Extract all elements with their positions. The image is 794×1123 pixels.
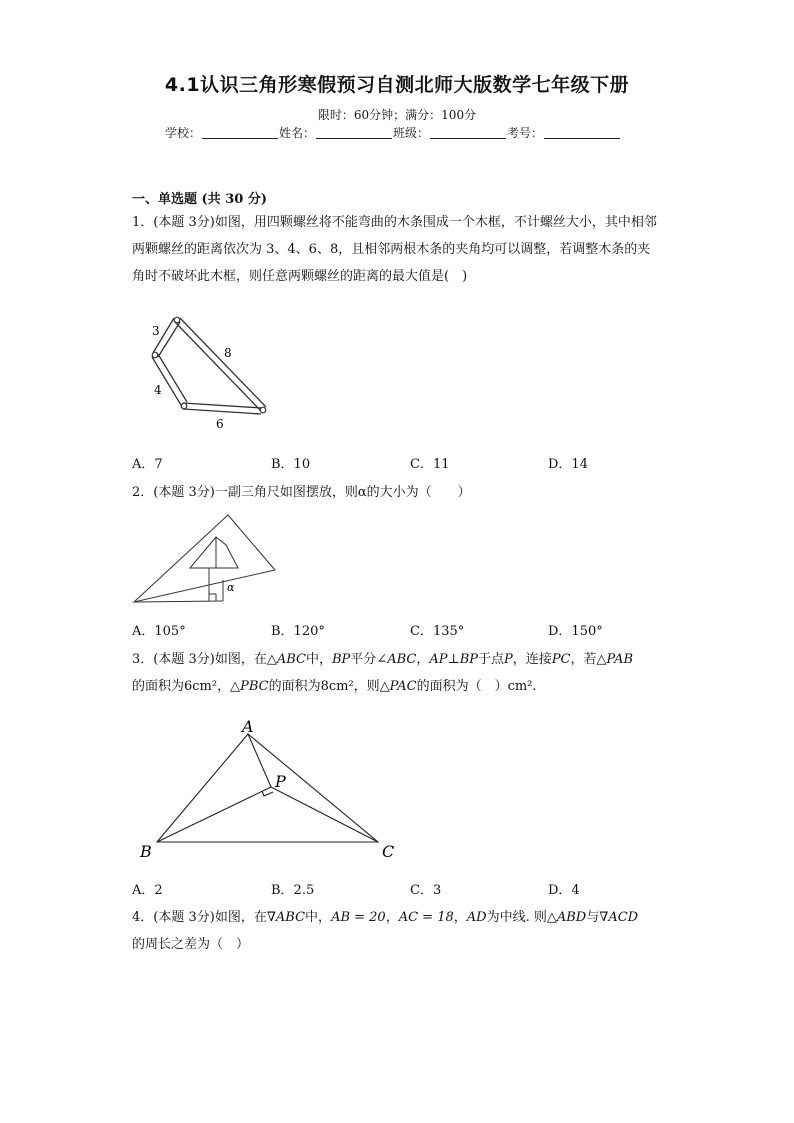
q1-option-d[interactable]: D．14 (548, 457, 588, 472)
time-score-info: 限时：60分钟；满分：100分 (317, 108, 477, 122)
q2-option-b[interactable]: B．120° (271, 624, 325, 639)
q2-triangle-rulers-figure (130, 513, 280, 605)
q3-label-a: A (242, 717, 254, 736)
q3-option-a[interactable]: A．2 (132, 883, 163, 898)
exam-no-label: 考号： (507, 126, 544, 140)
q3-triangle-figure (132, 714, 402, 864)
name-label: 姓名： (279, 126, 316, 140)
q1-label-3: 3 (152, 324, 160, 338)
section-title: 一、单选题 (共 30 分) (132, 192, 267, 207)
q2-option-d[interactable]: D．150° (548, 624, 603, 639)
q2-option-c[interactable]: C．135° (410, 624, 465, 639)
q1-option-c[interactable]: C．11 (410, 457, 450, 472)
question-4-line-2: 的周长之差为（ ） (132, 937, 250, 952)
name-field[interactable] (316, 126, 392, 139)
exam-no-field[interactable] (544, 126, 620, 139)
q3-label-p: P (275, 772, 286, 791)
question-3-line-1: 3．(本题 3分)如图，在△ABC中，BP平分∠ABC，AP⊥BP于点P，连接PC，若△PAB (132, 652, 634, 667)
q2-option-a[interactable]: A．105° (132, 624, 186, 639)
question-2-text: 2．(本题 3分)一副三角尺如图摆放，则α的大小为（ ） (132, 485, 471, 500)
q3-label-c: C (382, 842, 395, 861)
question-1-text: 1．(本题 3分)如图，用四颗螺丝将不能弯曲的木条围成一个木框，不计螺丝大小，其中相邻两颗螺丝的距离依次为 3、4、6、8，且相邻两根木条的夹角均可以调整，若调整木条的夹角时不破坏此木框，则任意两颗螺丝的距离的最大值是( ) (132, 215, 657, 284)
q2-alpha-label: α (227, 581, 235, 594)
question-4-line-1: 4．(本题 3分)如图，在∇ABC中，AB = 20，AC = 18，AD为中线. 则△ABD与∇ACD (132, 910, 639, 925)
class-field[interactable] (430, 126, 506, 139)
q1-option-a[interactable]: A．7 (132, 457, 163, 472)
q1-label-8: 8 (224, 346, 232, 360)
q3-option-b[interactable]: B．2.5 (271, 883, 315, 898)
question-3-line-2: 的面积为6cm²，△PBC的面积为8cm²，则△PAC的面积为（ ）cm². (132, 679, 537, 694)
question-3-text (132, 646, 662, 700)
q1-label-4: 4 (154, 383, 162, 397)
class-label: 班级： (393, 126, 430, 140)
school-label: 学校： (165, 126, 202, 140)
q1-option-b[interactable]: B．10 (271, 457, 311, 472)
q3-option-d[interactable]: D．4 (548, 883, 580, 898)
question-4-text (132, 904, 662, 958)
page-title: 4.1认识三角形寒假预习自测北师大版数学七年级下册 (164, 74, 630, 96)
school-field[interactable] (202, 126, 278, 139)
q3-option-c[interactable]: C．3 (410, 883, 442, 898)
q3-label-b: B (140, 842, 152, 861)
q1-wooden-frame-figure (140, 312, 280, 432)
student-info-line (165, 124, 621, 141)
q1-label-6: 6 (216, 417, 224, 431)
